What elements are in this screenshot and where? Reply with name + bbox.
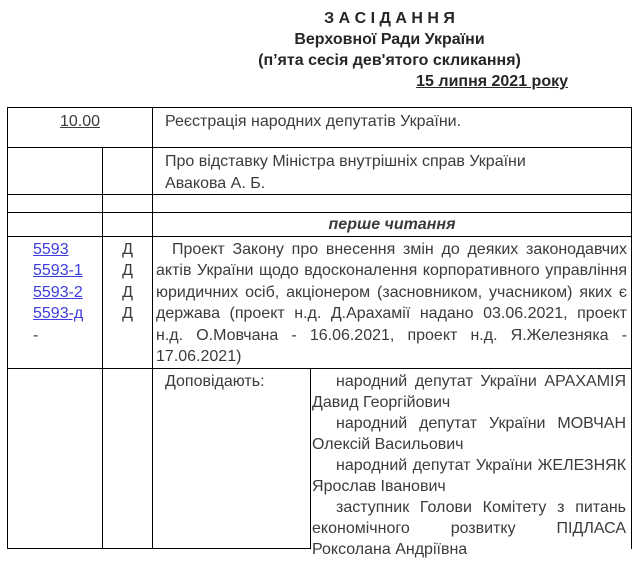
empty-cell (8, 148, 103, 195)
speaker-line: економічного розвитку ПІДЛАСА (312, 519, 627, 537)
bill-flag: Д (122, 283, 133, 301)
empty-cell (153, 195, 632, 213)
resignation-cell (153, 148, 632, 195)
bill-description-line: Проект Закону про внесення змін до деяких законодавчих (172, 240, 628, 258)
bill-link-5593-1[interactable]: 5593-1 (33, 262, 83, 279)
agenda-table (7, 107, 632, 558)
empty-cell (103, 148, 153, 195)
empty-cell (103, 368, 153, 549)
bill-flag: Д (122, 240, 133, 258)
session-date-line (140, 71, 639, 92)
speaker-line: Давид Георгійович (312, 393, 451, 411)
registration-cell: Реєстрація народних депутатів України. (153, 108, 632, 148)
speaker-line: заступник Голови Комітету з питань (336, 498, 627, 516)
empty-cell (8, 213, 103, 237)
row-spacer (8, 195, 632, 213)
speakers-label: Доповідають: (153, 369, 311, 549)
bill-description-cell (153, 236, 632, 368)
speaker-line: народний депутат України АРАХАМІЯ (336, 372, 627, 390)
row-registration (8, 108, 632, 148)
bill-numbers-cell (8, 236, 103, 368)
speaker-line: Олексій Васильович (312, 435, 464, 453)
bill-link-5593-2[interactable]: 5593-2 (33, 283, 83, 301)
row-speakers (8, 368, 632, 549)
bill-flags-cell (103, 236, 153, 368)
resignation-line-2: Авакова А. Б. (165, 174, 266, 192)
document-header (0, 8, 639, 92)
empty-cell (8, 368, 103, 549)
bill-description-line: держава (проект н.д. Д.Арахамії надано 03.06.2021, проект (156, 305, 628, 322)
session-subtitle: (п’ята сесія дев'ятого скликання) (258, 52, 521, 69)
empty-cell (103, 213, 153, 237)
speaker-line: Роксолана Андріївна (312, 540, 468, 558)
speakers-list (311, 369, 631, 558)
session-date: 15 липня 2021 року (416, 73, 568, 90)
speaker-line: Ярослав Іванович (312, 477, 446, 495)
empty-cell (8, 195, 103, 213)
reading-stage-cell: перше читання (153, 213, 632, 237)
bill-flag: Д (122, 305, 133, 322)
dash-placeholder: - (33, 326, 39, 344)
bill-link-5593-d[interactable]: 5593-д (33, 305, 84, 322)
empty-cell (103, 195, 153, 213)
time-cell (8, 108, 153, 148)
bill-description-line: юридичних осіб, акціонером (засновником, учасником) яких є (156, 283, 628, 301)
bill-flag: Д (122, 262, 133, 279)
bill-description-line: 17.06.2021) (156, 348, 242, 365)
speaker-line: народний депутат України ЖЕЛЕЗНЯК (336, 456, 627, 474)
row-reading-stage (8, 213, 632, 237)
row-resignation (8, 148, 632, 195)
session-time: 10.00 (59, 113, 101, 130)
speaker-line: народний депутат України МОВЧАН (336, 414, 627, 432)
parliament-name: Верховної Ради України (294, 31, 485, 48)
row-bill (8, 236, 632, 368)
speakers-cell (153, 368, 632, 558)
session-title: З А С І Д А Н Н Я (324, 10, 455, 27)
bill-link-5593[interactable]: 5593 (33, 240, 69, 258)
bill-description-line: н.д. О.Мовчана - 16.06.2021, проект н.д. Я.Железняка - (156, 326, 628, 344)
bill-description-line: актів України щодо вдосконалення корпоративного управління (156, 262, 628, 279)
resignation-line-1: Про відставку Міністра внутрішніх справ України (165, 153, 526, 170)
